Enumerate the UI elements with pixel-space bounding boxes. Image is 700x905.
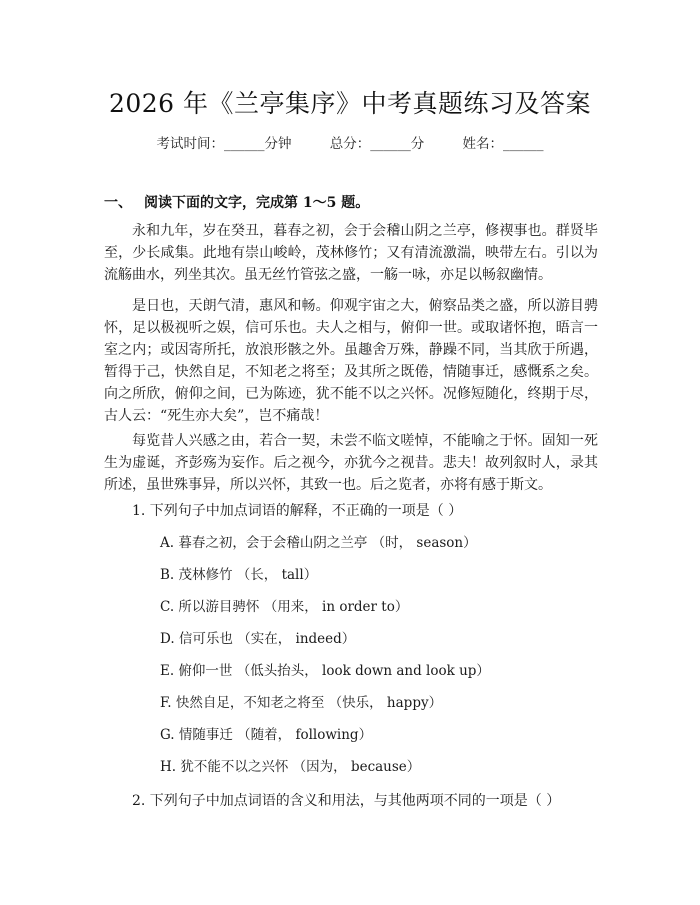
passage-paragraph-2: 是日也，天朗气清，惠风和畅。仰观宇宙之大，俯察品类之盛，所以游目骋怀，足以极视听之娱，信可乐也。夫人之相与，俯仰一世。或取诸怀抱，晤言一室之内；或因寄所托，放浪形骸之外。虽趣舍万殊，静躁不同，当其欣于所遇，暂得于己，快然自足，不知老之将至；及其所之既倦，情随事迁，感慨系之矣。向之所欣，俯仰之间，已为陈迹，犹不能不以之兴怀。况修短随化，终期于尽，古人云：“死生亦大矣”，岂不痛哉！: [104, 298, 598, 424]
option-f: F. 快然自足，不知老之将至 （快乐， happy）: [160, 695, 443, 711]
option-b: B. 茂林修竹 （长， tall）: [160, 567, 318, 583]
option-a: A. 暮春之初，会于会稽山阴之兰亭 （时， season）: [160, 535, 477, 551]
student-name-field: 姓名：______: [462, 136, 544, 152]
page-title: 2026 年《兰亭集序》中考真题练习及答案: [108, 89, 592, 118]
option-h: H. 犹不能不以之兴怀 （因为， because）: [160, 759, 421, 775]
option-g: G. 情随事迁 （随着， following）: [160, 727, 373, 743]
passage-paragraph-3: 每览昔人兴感之由，若合一契，未尝不临文嗟悼，不能喻之于怀。固知一死生为虚诞，齐彭殇为妄作。后之视今，亦犹今之视昔。悲夫！故列叙时人，录其所述，虽世殊事异，所以兴怀，其致一也。后之览者，亦将有感于斯文。: [104, 433, 598, 493]
section-number: 一、: [104, 195, 132, 211]
option-e: E. 俯仰一世 （低头抬头， look down and look up）: [160, 663, 490, 679]
passage-paragraph-1: 永和九年，岁在癸丑，暮春之初，会于会稽山阴之兰亭，修禊事也。群贤毕至，少长咸集。此地有崇山峻岭，茂林修竹；又有清流激湍，映带左右。引以为流觞曲水，列坐其次。虽无丝竹管弦之盛，一觞一咏，亦足以畅叙幽情。: [104, 223, 598, 283]
question-2-stem: 2. 下列句子中加点词语的含义和用法，与其他两项不同的一项是（ ）: [132, 793, 561, 809]
section-heading-text: 阅读下面的文字，完成第 1～5 题。: [144, 195, 370, 211]
exam-time-field: 考试时间：______分钟: [156, 136, 292, 152]
question-1-stem: 1. 下列句子中加点词语的解释，不正确的一项是（ ）: [132, 503, 463, 519]
section-heading: [104, 192, 369, 212]
option-c: C. 所以游目骋怀 （用来， in order to）: [160, 599, 409, 615]
option-d: D. 信可乐也 （实在， indeed）: [160, 631, 356, 647]
exam-meta: [0, 132, 700, 152]
total-score-field: 总分：______分: [329, 136, 425, 152]
